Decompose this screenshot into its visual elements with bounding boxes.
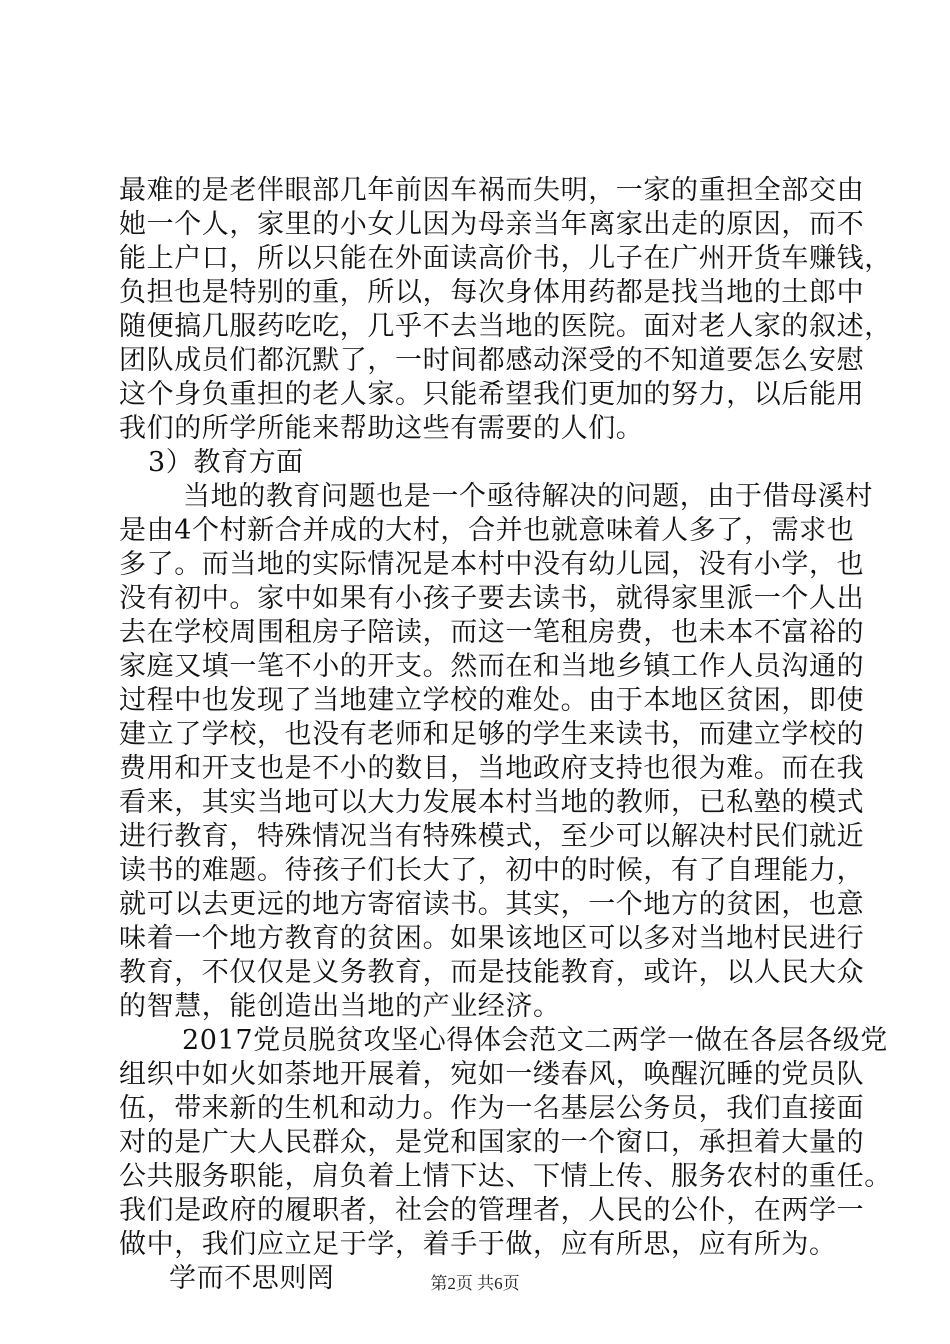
text-line: 建立了学校，也没有老师和足够的学生来读书，而建立学校的 — [119, 719, 865, 750]
text-line: 伍，带来新的生机和动力。作为一名基层公务员，我们直接面 — [119, 1093, 865, 1124]
text-line: 去在学校周围租房子陪读，而这一笔租房费，也未本不富裕的 — [119, 617, 865, 648]
text-line: 进行教育，特殊情况当有特殊模式，至少可以解决村民们就近 — [119, 821, 865, 852]
text-line: 最难的是老伴眼部几年前因车祸而失明，一家的重担全部交由 — [119, 175, 865, 206]
text-line: 家庭又填一笔不小的开支。然而在和当地乡镇工作人员沟通的 — [119, 651, 865, 682]
text-line: 多了。而当地的实际情况是本村中没有幼儿园，没有小学，也 — [119, 549, 865, 580]
text-line: 我们是政府的履职者，社会的管理者，人民的公仆，在两学一 — [119, 1195, 865, 1226]
text-line: 味着一个地方教育的贫困。如果该地区可以多对当地村民进行 — [119, 923, 865, 954]
text-line: 她一个人，家里的小女儿因为母亲当年离家出走的原因，而不 — [119, 209, 865, 240]
text-line: 我们的所学所能来帮助这些有需要的人们。 — [119, 413, 644, 444]
text-line: 负担也是特别的重，所以，每次身体用药都是找当地的土郎中 — [119, 277, 865, 308]
text-line: 是由4个村新合并成的大村，合并也就意味着人多了，需求也 — [119, 515, 855, 546]
text-line: 对的是广大人民群众，是党和国家的一个窗口，承担着大量的 — [119, 1127, 865, 1158]
text-line: 过程中也发现了当地建立学校的难处。由于本地区贫困，即使 — [119, 685, 865, 716]
text-line: 团队成员们都沉默了，一时间都感动深受的不知道要怎么安慰 — [119, 345, 865, 376]
text-line: 随便搞几服药吃吃，几乎不去当地的医院。面对老人家的叙述， — [119, 311, 892, 342]
paragraph-first-line: 当地的教育问题也是一个亟待解决的问题，由于借母溪村 — [183, 481, 873, 512]
text-line: 没有初中。家中如果有小孩子要去读书，就得家里派一个人出 — [119, 583, 865, 614]
paragraph-first-line: 2017党员脱贫攻坚心得体会范文二两学一做在各层各级党 — [182, 1025, 888, 1056]
paragraph-first-line: 学而不思则罔 — [169, 1263, 335, 1294]
page-number-footer: 第2页 共6页 — [430, 1274, 520, 1293]
text-line: 的智慧，能创造出当地的产业经济。 — [119, 991, 561, 1022]
text-line: 做中，我们应立足于学，着手于做，应有所思，应有所为。 — [119, 1229, 837, 1260]
text-line: 读书的难题。待孩子们长大了，初中的时候，有了自理能力， — [119, 855, 865, 886]
text-line: 能上户口，所以只能在外面读高价书，儿子在广州开货车赚钱， — [119, 243, 892, 274]
section-heading: 3）教育方面 — [148, 447, 304, 478]
text-line: 这个身负重担的老人家。只能希望我们更加的努力，以后能用 — [119, 379, 865, 410]
text-line: 费用和开支也是不小的数目，当地政府支持也很为难。而在我 — [119, 753, 865, 784]
text-line: 教育，不仅仅是义务教育，而是技能教育，或许，以人民大众 — [119, 957, 865, 988]
text-line: 公共服务职能，肩负着上情下达、下情上传、服务农村的重任。 — [119, 1161, 892, 1192]
text-line: 就可以去更远的地方寄宿读书。其实，一个地方的贫困，也意 — [119, 889, 865, 920]
text-line: 组织中如火如荼地开展着，宛如一缕春风，唤醒沉睡的党员队 — [119, 1059, 865, 1090]
text-line: 看来，其实当地可以大力发展本村当地的教师，已私塾的模式 — [119, 787, 865, 818]
